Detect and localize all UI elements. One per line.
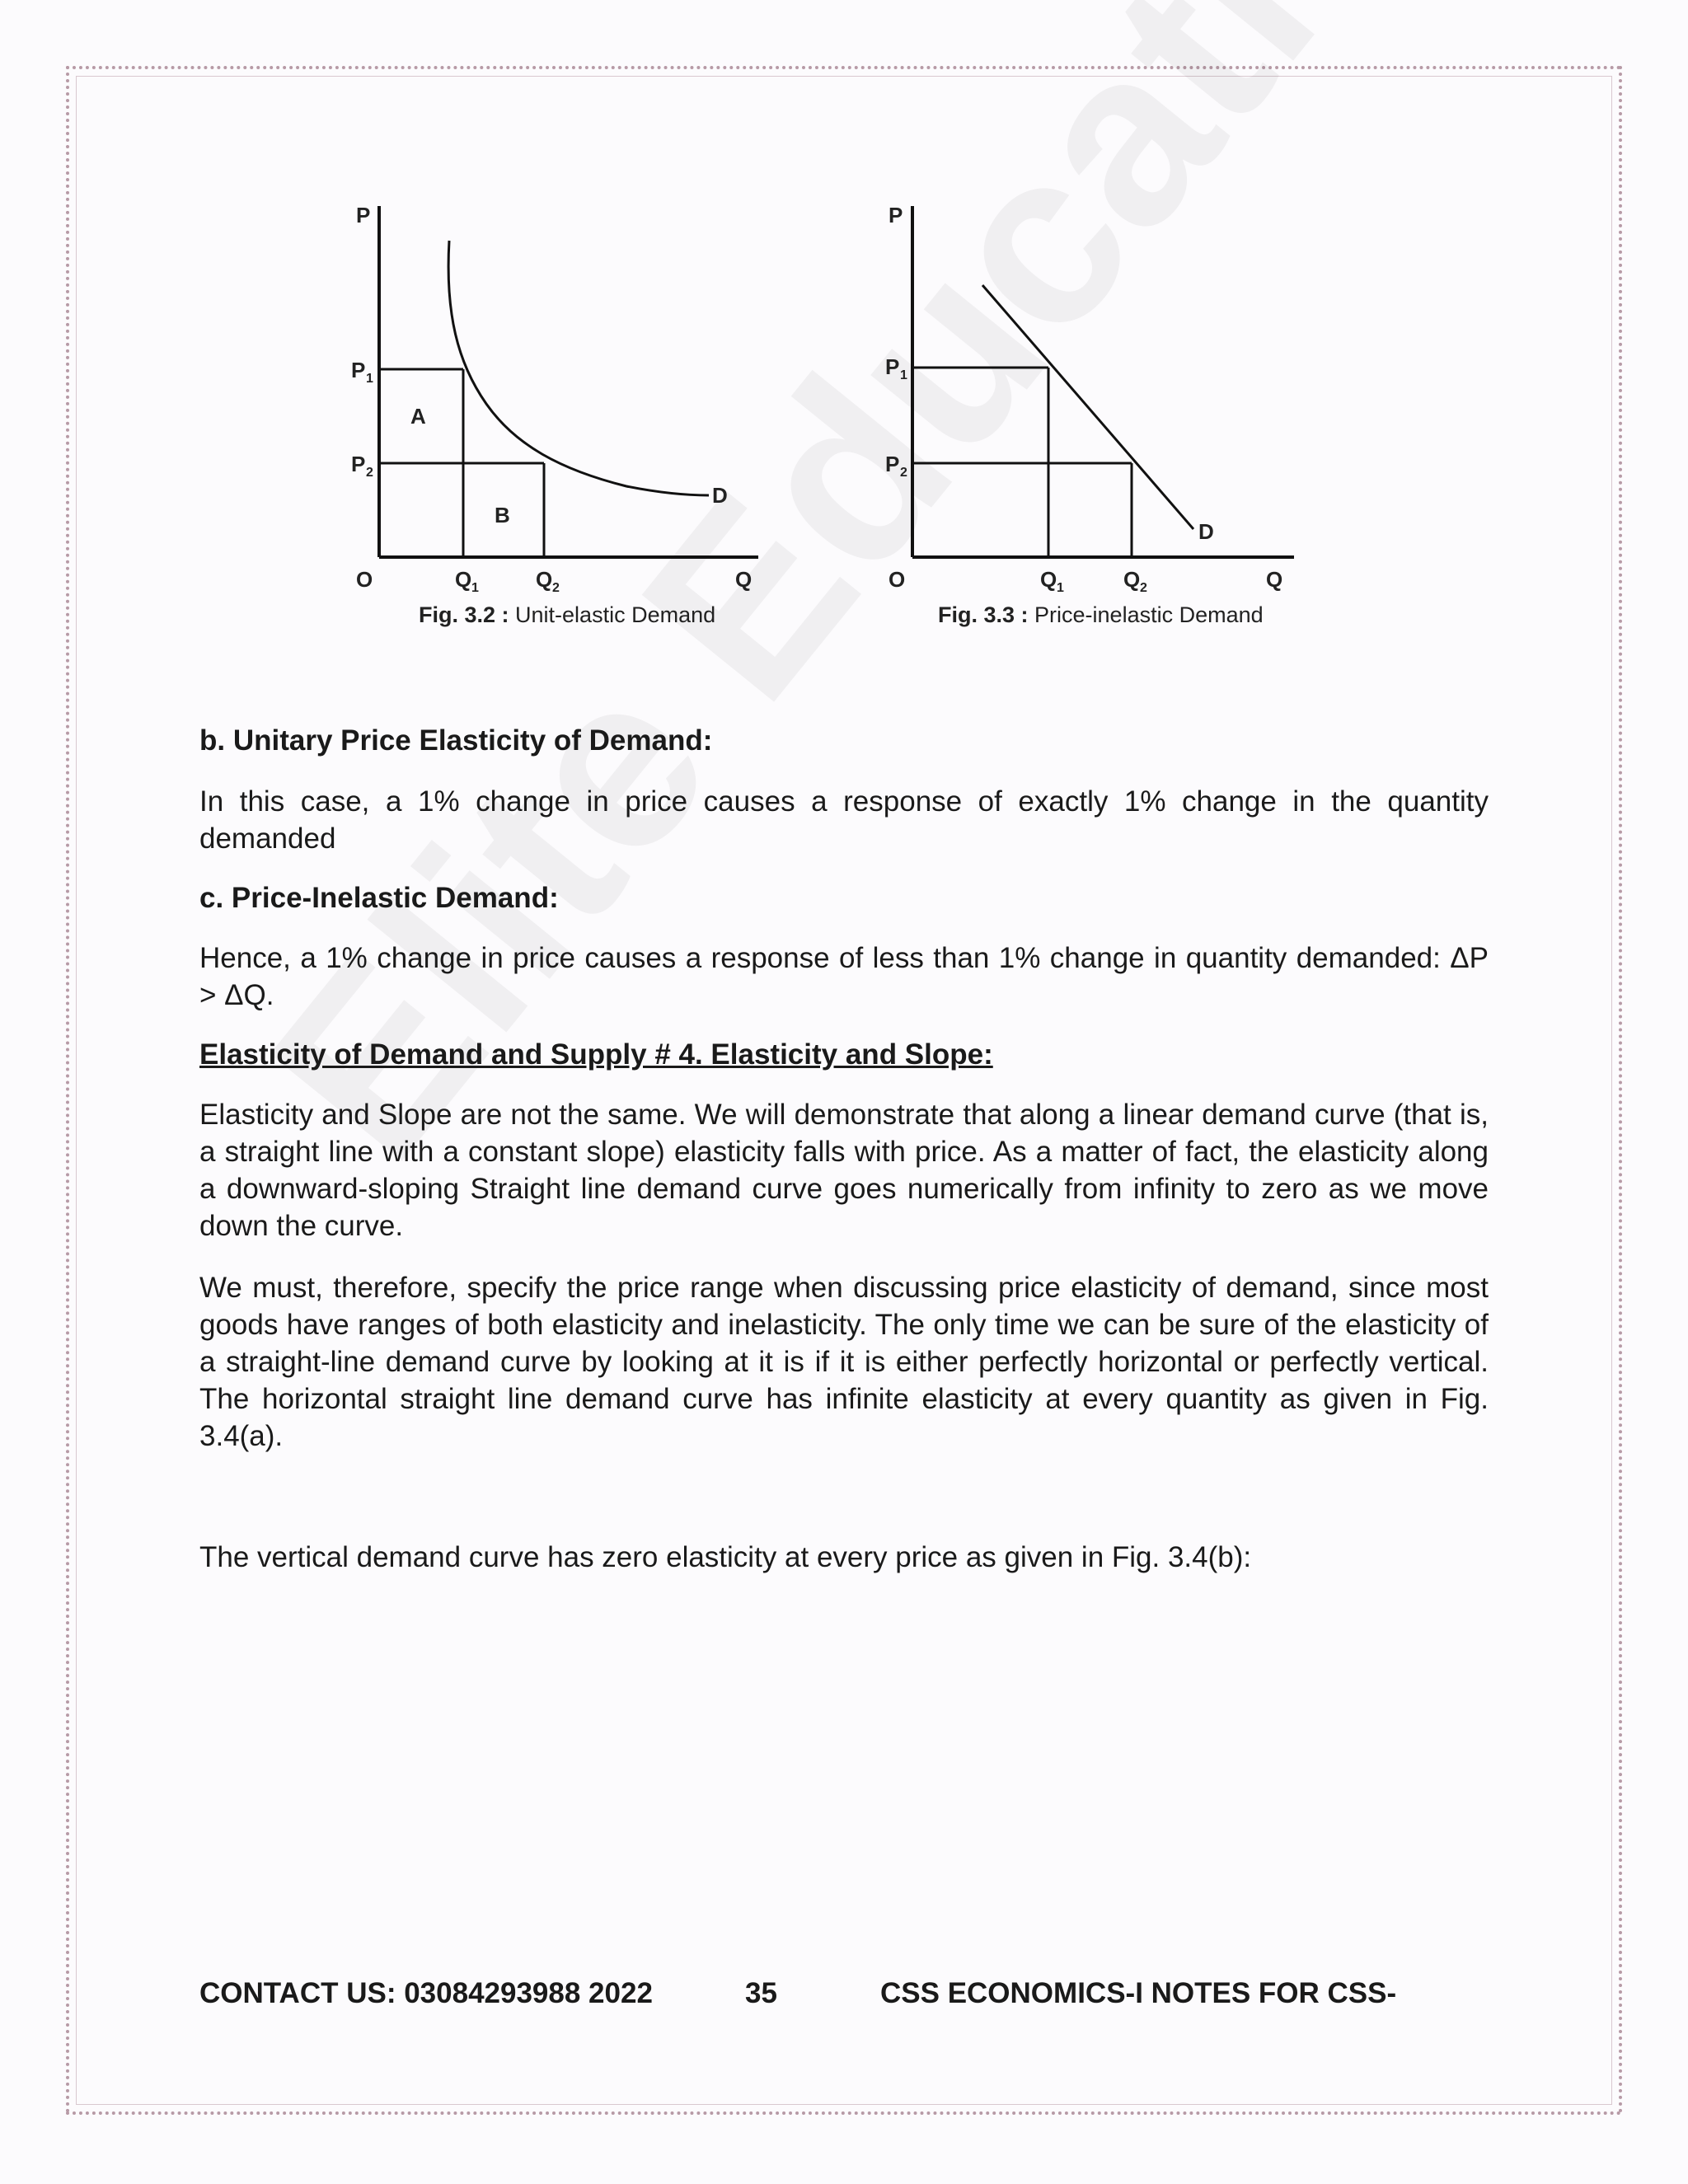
demand-label: D xyxy=(1198,519,1214,544)
label-p1: P xyxy=(885,354,900,379)
fig-caption-number: Fig. 3.3 : xyxy=(938,602,1029,627)
label-origin: O xyxy=(889,567,906,592)
fig-caption xyxy=(938,602,1264,627)
label-p2: P xyxy=(351,452,366,476)
label-origin: O xyxy=(356,567,373,592)
label-q1: Q xyxy=(1040,567,1057,592)
label-p2-sub: 2 xyxy=(900,466,907,480)
label-p: P xyxy=(356,203,371,227)
label-q1-sub: 1 xyxy=(1057,581,1064,595)
label-q1: Q xyxy=(455,567,472,592)
heading-unitary-elasticity: b. Unitary Price Elasticity of Demand: xyxy=(199,724,713,757)
label-q: Q xyxy=(1266,567,1283,592)
paragraph-price-inelastic: Hence, a 1% change in price causes a response of less than 1% change in quantity demanded: ΔP > ΔQ. xyxy=(199,942,1489,1011)
area-b-label: B xyxy=(495,503,510,527)
heading-price-inelastic: c. Price-Inelastic Demand: xyxy=(199,882,559,914)
fig-caption-text: Price-inelastic Demand xyxy=(1028,602,1264,627)
label-p1-sub: 1 xyxy=(366,372,373,386)
label-q2: Q xyxy=(1123,567,1141,592)
paragraph-vertical-demand: The vertical demand curve has zero elasticity at every price as given in Fig. 3.4(b): xyxy=(199,1541,1252,1573)
label-q1-sub: 1 xyxy=(471,581,479,595)
label-p2: P xyxy=(885,452,900,476)
heading-elasticity-slope-wrap xyxy=(199,1036,1489,1073)
footer-contact: CONTACT US: 03084293988 2022 xyxy=(199,1977,653,2009)
fig-caption xyxy=(419,602,715,627)
area-a-label: A xyxy=(410,404,426,429)
footer-title: CSS ECONOMICS-I NOTES FOR CSS- xyxy=(880,1977,1397,2009)
label-p1: P xyxy=(351,358,366,382)
label-q: Q xyxy=(735,567,753,592)
paragraph-elasticity-slope-1: Elasticity and Slope are not the same. We will demonstrate that along a linear demand curve (that is, a straight line with a constant slope) elasticity falls with price. As a matter of fact, the elasticity along a downward-sloping Straight line demand curve goes numerically from infinity to zero as we move down the curve. xyxy=(199,1099,1489,1242)
heading-elasticity-slope: Elasticity of Demand and Supply # 4. Elasticity and Slope: xyxy=(199,1038,993,1071)
demand-label: D xyxy=(712,483,728,508)
footer-page-number: 35 xyxy=(745,1977,777,2009)
fig-caption-text: Unit-elastic Demand xyxy=(509,602,716,627)
label-p: P xyxy=(889,203,903,227)
paragraph-elasticity-slope-2: We must, therefore, specify the price range when discussing price elasticity of demand, since most goods have ranges of both elasticity and inelasticity. The only time we can be sure of the elasticity of a straight-line demand curve by looking at it is if it is either perfectly horizontal or perfectly vertical. The horizontal straight line demand curve has infinite elasticity at every quantity as given in Fig. 3.4(a). xyxy=(199,1272,1489,1452)
paragraph-unitary-elasticity: In this case, a 1% change in price causes a response of exactly 1% change in the quantity demanded xyxy=(199,785,1489,855)
fig-caption-number: Fig. 3.2 : xyxy=(419,602,509,627)
demand-line xyxy=(982,285,1193,529)
label-p2-sub: 2 xyxy=(366,466,373,480)
demand-curve xyxy=(448,241,709,495)
label-q2: Q xyxy=(536,567,553,592)
label-p1-sub: 1 xyxy=(900,368,907,382)
figure-price-inelastic-demand xyxy=(874,198,1302,635)
figure-unit-elastic-demand xyxy=(338,198,767,635)
label-q2-sub: 2 xyxy=(1140,581,1147,595)
label-q2-sub: 2 xyxy=(552,581,560,595)
